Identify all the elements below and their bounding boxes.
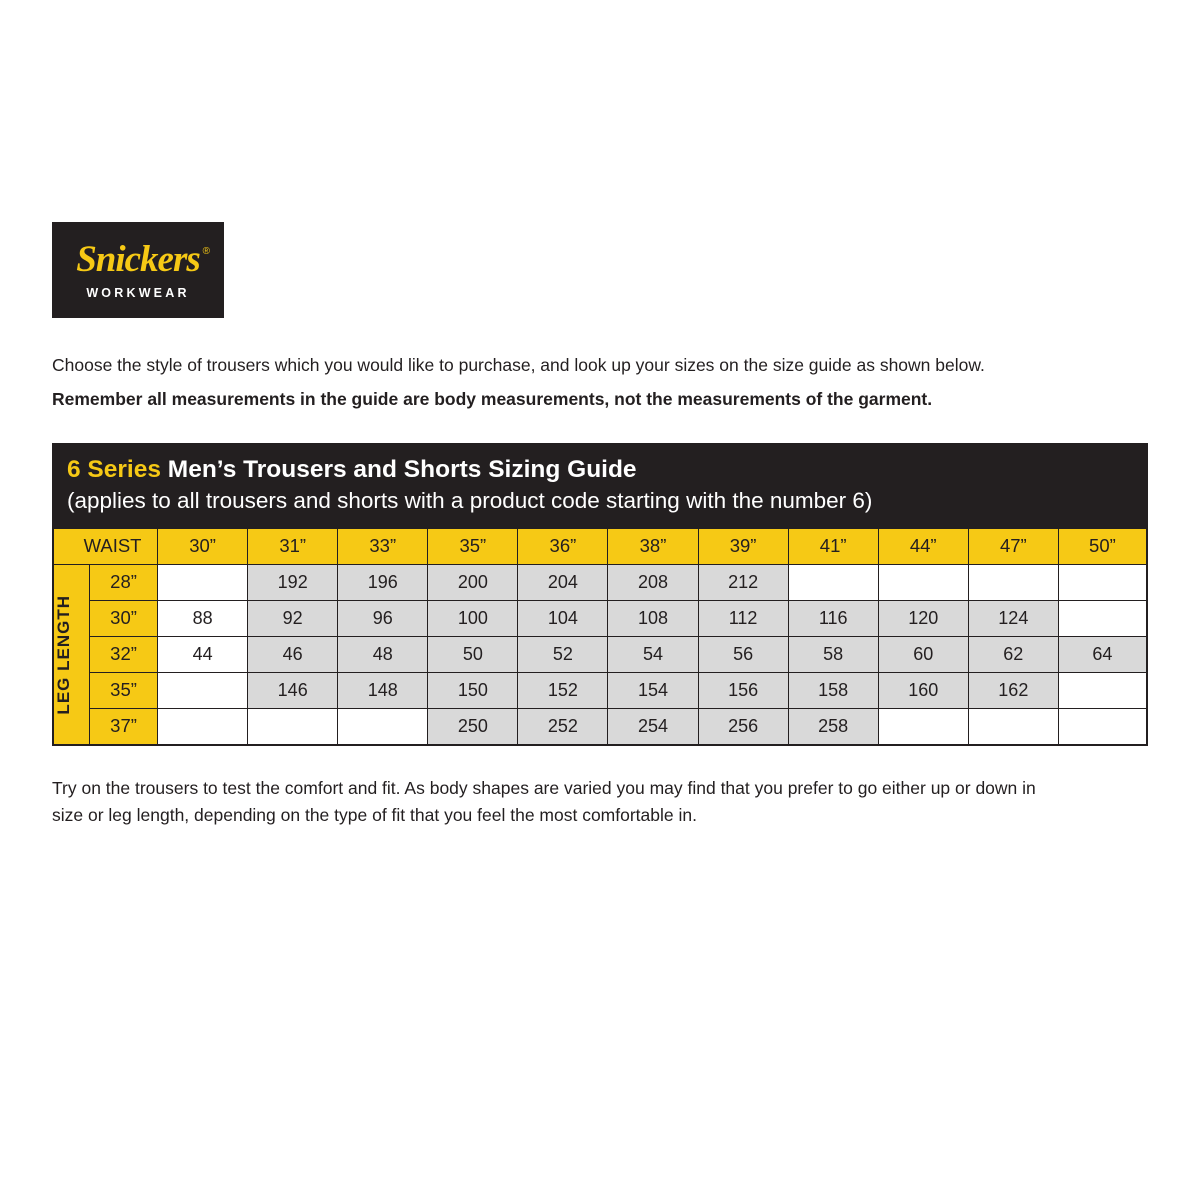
cell-3-5: 154 — [608, 672, 698, 708]
logo-wordmark-text: Snickers — [76, 239, 200, 280]
cell-1-2: 96 — [338, 600, 428, 636]
leg-length-axis-label-text: LEG LENGTH — [54, 594, 73, 715]
cell-0-9 — [968, 564, 1058, 600]
cell-2-3: 50 — [428, 636, 518, 672]
cell-4-5: 254 — [608, 708, 698, 744]
sizing-guide-panel — [52, 443, 1148, 746]
cell-4-9 — [968, 708, 1058, 744]
cell-1-1: 92 — [248, 600, 338, 636]
cell-2-9: 62 — [968, 636, 1058, 672]
cell-3-4: 152 — [518, 672, 608, 708]
cell-4-0 — [158, 708, 248, 744]
cell-1-5: 108 — [608, 600, 698, 636]
table-row — [54, 564, 1147, 600]
cell-3-6: 156 — [698, 672, 788, 708]
table-row — [54, 600, 1147, 636]
cell-4-4: 252 — [518, 708, 608, 744]
waist-size-8: 44” — [878, 528, 968, 564]
cell-1-3: 100 — [428, 600, 518, 636]
cell-2-2: 48 — [338, 636, 428, 672]
cell-2-4: 52 — [518, 636, 608, 672]
cell-2-5: 54 — [608, 636, 698, 672]
cell-4-10 — [1058, 708, 1146, 744]
waist-size-9: 47” — [968, 528, 1058, 564]
waist-size-1: 31” — [248, 528, 338, 564]
cell-3-10 — [1058, 672, 1146, 708]
leg-size-4: 37” — [90, 708, 158, 744]
footer-text — [52, 775, 1052, 829]
cell-3-2: 148 — [338, 672, 428, 708]
sizing-guide-title-rest: Men’s Trousers and Shorts Sizing Guide — [161, 456, 637, 483]
cell-1-7: 116 — [788, 600, 878, 636]
cell-2-6: 56 — [698, 636, 788, 672]
sizing-guide-subtitle: (applies to all trousers and shorts with a product code starting with the number 6) — [67, 487, 873, 513]
cell-1-6: 112 — [698, 600, 788, 636]
cell-0-0 — [158, 564, 248, 600]
intro-text — [52, 352, 1122, 421]
cell-0-1: 192 — [248, 564, 338, 600]
cell-1-8: 120 — [878, 600, 968, 636]
cell-0-6: 212 — [698, 564, 788, 600]
cell-4-7: 258 — [788, 708, 878, 744]
cell-0-8 — [878, 564, 968, 600]
cell-2-0: 44 — [158, 636, 248, 672]
leg-size-3: 35” — [90, 672, 158, 708]
sizing-guide-header — [53, 444, 1147, 528]
leg-size-2: 32” — [90, 636, 158, 672]
waist-size-7: 41” — [788, 528, 878, 564]
sizing-guide-title — [67, 456, 1133, 485]
leg-length-axis-label — [54, 564, 90, 744]
cell-0-2: 196 — [338, 564, 428, 600]
intro-line-1: Choose the style of trousers which you would like to purchase, and look up your sizes on the size guide as shown below. — [52, 355, 985, 375]
cell-3-0 — [158, 672, 248, 708]
leg-size-1: 30” — [90, 600, 158, 636]
cell-3-8: 160 — [878, 672, 968, 708]
cell-3-9: 162 — [968, 672, 1058, 708]
cell-1-10 — [1058, 600, 1146, 636]
cell-3-7: 158 — [788, 672, 878, 708]
logo-wordmark — [52, 238, 224, 281]
leg-size-0: 28” — [90, 564, 158, 600]
waist-size-0: 30” — [158, 528, 248, 564]
registered-trademark-icon: ® — [202, 246, 210, 257]
footer-paragraph: Try on the trousers to test the comfort and fit. As body shapes are varied you may find that you prefer to go either up or down in size or leg length, depending on the type of fit that you feel the most comfortable in. — [52, 778, 1036, 826]
cell-4-1 — [248, 708, 338, 744]
waist-size-3: 35” — [428, 528, 518, 564]
logo-subtitle: WORKWEAR — [86, 286, 190, 300]
cell-4-3: 250 — [428, 708, 518, 744]
cell-1-9: 124 — [968, 600, 1058, 636]
cell-4-8 — [878, 708, 968, 744]
intro-line-2: Remember all measurements in the guide are body measurements, not the measurements of the garment. — [52, 389, 933, 410]
table-header-row — [54, 528, 1147, 564]
waist-header: WAIST — [54, 528, 158, 564]
cell-0-3: 200 — [428, 564, 518, 600]
waist-size-4: 36” — [518, 528, 608, 564]
cell-4-6: 256 — [698, 708, 788, 744]
cell-4-2 — [338, 708, 428, 744]
table-row — [54, 708, 1147, 744]
cell-3-1: 146 — [248, 672, 338, 708]
cell-0-10 — [1058, 564, 1146, 600]
waist-size-2: 33” — [338, 528, 428, 564]
table-row — [54, 672, 1147, 708]
cell-2-8: 60 — [878, 636, 968, 672]
cell-1-0: 88 — [158, 600, 248, 636]
cell-2-10: 64 — [1058, 636, 1146, 672]
cell-0-5: 208 — [608, 564, 698, 600]
cell-0-4: 204 — [518, 564, 608, 600]
cell-0-7 — [788, 564, 878, 600]
cell-3-3: 150 — [428, 672, 518, 708]
cell-2-7: 58 — [788, 636, 878, 672]
waist-size-10: 50” — [1058, 528, 1146, 564]
sizing-table — [53, 528, 1147, 745]
waist-size-6: 39” — [698, 528, 788, 564]
cell-1-4: 104 — [518, 600, 608, 636]
snickers-logo — [52, 222, 224, 318]
cell-2-1: 46 — [248, 636, 338, 672]
sizing-guide-title-accent: 6 Series — [67, 456, 161, 483]
table-row — [54, 636, 1147, 672]
waist-size-5: 38” — [608, 528, 698, 564]
